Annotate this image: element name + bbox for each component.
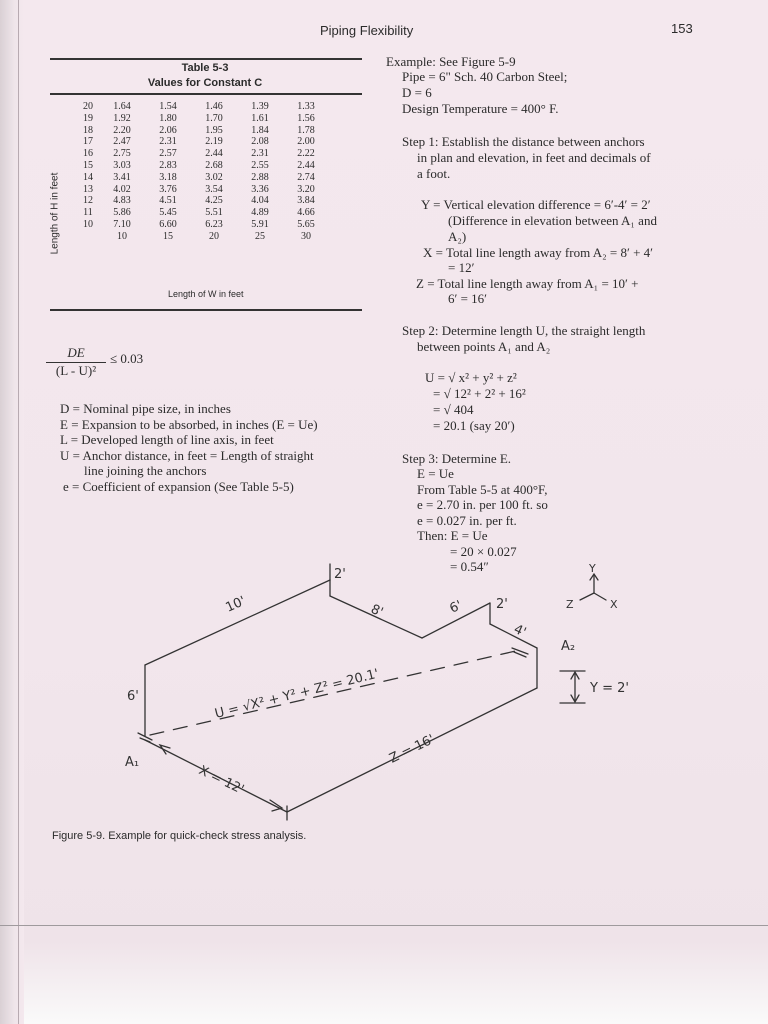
c-value: 2.22 <box>297 148 315 160</box>
h-value: 18 <box>83 124 93 136</box>
label-10ft: 10' <box>223 593 249 616</box>
label-u-formula: U = √X² + Y² + Z² = 20.1' <box>213 666 381 722</box>
c-value: 4.04 <box>251 195 269 207</box>
c-value: 2.74 <box>297 171 315 183</box>
c-value: 2.00 <box>297 136 315 148</box>
w-value: 30 <box>301 230 311 242</box>
h-value: 17 <box>83 136 93 148</box>
step2-calc: = √ 12² + 2² + 16² <box>433 386 526 401</box>
step3-line: e = 2.70 in. per 100 ft. so <box>417 497 548 512</box>
formula-denominator: (L - U)² <box>55 363 97 378</box>
axis-z-arrow <box>580 593 594 600</box>
c-value: 4.89 <box>251 207 269 219</box>
c-value: 2.68 <box>205 159 223 171</box>
axis-z-label: Z <box>566 598 574 611</box>
running-title: Piping Flexibility <box>320 23 414 38</box>
step1-def: = 12′ <box>448 260 475 275</box>
c-value: 1.46 <box>205 101 223 112</box>
c-value: 1.70 <box>205 112 223 124</box>
step1-def: (Difference in elevation between A₁ and <box>448 213 657 228</box>
label-6ft-run: 6' <box>447 598 465 617</box>
c-value: 5.86 <box>113 207 131 219</box>
step1-def: 6′ = 16′ <box>448 291 488 306</box>
c-value: 2.47 <box>113 136 131 148</box>
c-value: 6.23 <box>205 218 223 230</box>
step2-calc: U = √ x² + y² + z² <box>425 370 517 385</box>
page-number: 153 <box>671 21 693 36</box>
w-value: 25 <box>255 230 265 242</box>
c-value: 1.61 <box>251 112 269 124</box>
h-value: 12 <box>83 195 93 207</box>
step3-line: e = 0.027 in. per ft. <box>417 513 517 528</box>
definition-e: E = Expansion to be absorbed, in inches (E = Ue) <box>60 416 318 432</box>
h-value: 11 <box>83 207 93 219</box>
c-value: 1.78 <box>297 124 315 136</box>
c-value: 6.60 <box>159 218 177 230</box>
c-value: 5.51 <box>205 207 223 219</box>
c-value: 2.83 <box>159 159 177 171</box>
example-line: D = 6 <box>402 85 432 100</box>
table-y-axis-label: Length of H in feet <box>49 172 61 255</box>
c-value: 1.92 <box>113 112 131 124</box>
u-straight-line <box>150 650 520 735</box>
table-subtitle: Values for Constant C <box>147 77 263 89</box>
c-value: 4.83 <box>113 195 131 207</box>
step2-line: Step 2: Determine length U, the straight length <box>402 323 646 338</box>
label-4ft: 4' <box>511 621 529 641</box>
label-anchor-a2: A₂ <box>561 639 576 654</box>
step1-def: A₂) <box>448 229 467 244</box>
c-value: 5.45 <box>159 207 177 219</box>
c-value: 3.76 <box>159 183 177 195</box>
c-value: 2.44 <box>205 148 223 160</box>
c-value: 2.55 <box>251 159 269 171</box>
label-8ft: 8' <box>368 601 386 621</box>
c-value: 2.31 <box>159 136 177 148</box>
pipe-run-10ft <box>145 580 330 665</box>
label-z-dimension: Z = 16' <box>387 731 438 767</box>
c-value: 3.54 <box>205 183 223 195</box>
h-value: 16 <box>83 148 93 160</box>
c-value: 1.56 <box>297 112 315 124</box>
w-value: 15 <box>163 230 173 242</box>
step2-line: between points A₁ and A₂ <box>417 339 551 354</box>
h-value: 13 <box>83 183 93 195</box>
c-value: 3.20 <box>297 183 315 195</box>
step1-def: Z = Total line length away from A₁ = 10′ + <box>416 276 639 291</box>
table-x-axis-label: Length of W in feet <box>168 289 244 299</box>
step1-def: X = Total line length away from A₂ = 8′ + 4′ <box>423 245 654 260</box>
h-value: 20 <box>83 101 93 112</box>
step3-line: From Table 5-5 at 400°F, <box>417 482 548 497</box>
h-value: 15 <box>83 159 93 171</box>
scan-bottom-edge <box>0 925 768 926</box>
c-value: 1.80 <box>159 112 177 124</box>
label-2ft-riser: 2' <box>334 567 346 582</box>
c-value: 1.95 <box>205 124 223 136</box>
step1-line: a foot. <box>417 166 451 181</box>
example-line: Design Temperature = 400° F. <box>402 101 559 116</box>
step3-line: Step 3: Determine E. <box>402 451 512 466</box>
step3-line: = 20 × 0.027 <box>450 544 517 559</box>
c-value: 2.44 <box>297 159 315 171</box>
h-value: 10 <box>83 218 93 230</box>
step1-line: in plan and elevation, in feet and decimals of <box>417 150 651 165</box>
definition-e-coefficient: e = Coefficient of expansion (See Table 5-5) <box>63 478 294 494</box>
definition-d: D = Nominal pipe size, in inches <box>60 401 231 416</box>
step3-line: E = Ue <box>417 466 454 481</box>
axis-x-arrow <box>594 593 606 600</box>
step1-def: Y = Vertical elevation difference = 6′-4′ = 2′ <box>421 197 651 212</box>
c-value: 2.75 <box>113 148 131 160</box>
c-value: 1.64 <box>113 101 131 112</box>
c-value: 2.08 <box>251 136 269 148</box>
definition-l: L = Developed length of line axis, in feet <box>60 432 274 447</box>
h-value: 14 <box>83 171 93 183</box>
c-value: 3.02 <box>205 171 223 183</box>
figure-caption: Figure 5-9. Example for quick-check stress analysis. <box>52 830 307 842</box>
example-line: Example: See Figure 5-9 <box>386 54 516 69</box>
step3-line: Then: E = Ue <box>417 528 488 543</box>
c-value: 3.84 <box>297 195 315 207</box>
c-value: 3.03 <box>113 159 131 171</box>
definition-u: U = Anchor distance, in feet = Length of straight <box>60 447 314 463</box>
c-value: 2.88 <box>251 171 269 183</box>
w-value: 20 <box>209 230 219 242</box>
step2-calc: = 20.1 (say 20′) <box>433 418 515 433</box>
axis-x-label: X <box>610 598 618 611</box>
c-value: 5.65 <box>297 218 315 230</box>
c-value: 2.57 <box>159 148 177 160</box>
c-value: 3.36 <box>251 183 269 195</box>
label-x-dimension: X = 12' <box>196 763 247 798</box>
axis-y-label: Y <box>589 562 596 575</box>
c-value: 1.84 <box>251 124 269 136</box>
c-value: 5.91 <box>251 218 269 230</box>
c-value: 7.10 <box>113 218 131 230</box>
c-value: 1.33 <box>297 101 315 112</box>
label-y-dimension: Y = 2' <box>590 681 629 696</box>
formula-inequality: ≤ 0.03 <box>110 351 144 366</box>
c-value: 1.54 <box>159 101 177 112</box>
table-title: Table 5-3 <box>181 62 229 74</box>
c-value: 2.20 <box>113 124 131 136</box>
definition-u-continued: line joining the anchors <box>84 463 207 478</box>
label-6ft-riser: 6' <box>127 689 139 704</box>
c-value: 1.39 <box>251 101 269 112</box>
c-value: 4.25 <box>205 195 223 207</box>
c-value: 2.19 <box>205 136 223 148</box>
step2-calc: = √ 404 <box>433 402 474 417</box>
c-value: 3.41 <box>113 171 131 183</box>
c-value: 3.18 <box>159 171 177 183</box>
c-value: 4.66 <box>297 207 315 219</box>
h-value: 19 <box>83 112 93 124</box>
step1-line: Step 1: Establish the distance between anchors <box>402 134 645 149</box>
w-value: 10 <box>117 230 127 242</box>
c-value: 2.31 <box>251 148 269 160</box>
c-value: 4.51 <box>159 195 177 207</box>
label-anchor-a1: A₁ <box>125 755 140 770</box>
label-2ft-drop: 2' <box>496 597 508 612</box>
step3-line: = 0.54″ <box>450 559 489 574</box>
c-value: 2.06 <box>159 124 177 136</box>
example-line: Pipe = 6" Sch. 40 Carbon Steel; <box>402 69 568 84</box>
formula-numerator: DE <box>46 345 106 363</box>
c-value: 4.02 <box>113 183 131 195</box>
